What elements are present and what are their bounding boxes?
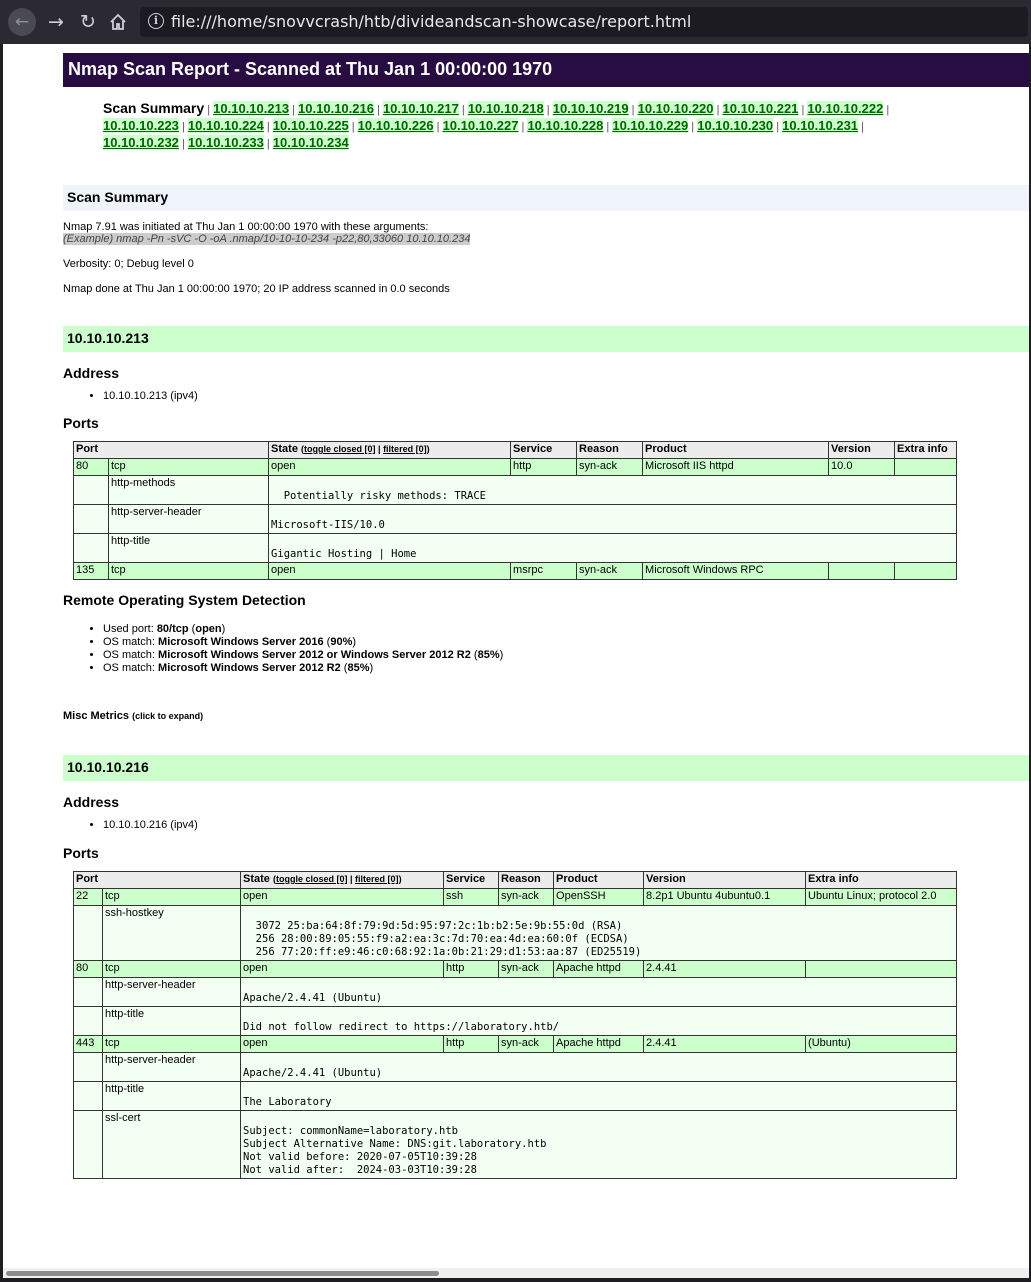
address-heading-2: Address — [63, 794, 120, 810]
script-output — [241, 1007, 957, 1036]
col-state: State (toggle closed [0] | filtered [0]) — [241, 872, 444, 889]
port-extra — [895, 563, 957, 580]
port-service: http — [511, 459, 577, 476]
col-port: Port — [74, 442, 269, 459]
port-version: 8.2p1 Ubuntu 4ubuntu0.1 — [644, 889, 806, 906]
host-quicklink[interactable]: 10.10.10.221 — [722, 101, 799, 116]
quicklink-separator: | — [263, 138, 273, 150]
browser-toolbar — [0, 0, 1031, 44]
script-name: http-methods — [109, 476, 269, 505]
script-name: http-title — [103, 1007, 241, 1036]
port-extra — [895, 459, 957, 476]
col-version: Version — [644, 872, 806, 889]
quicklink-separator: | — [289, 104, 299, 116]
script-output — [269, 534, 957, 563]
quicklink-separator: | — [207, 104, 214, 116]
toggle-closed-link[interactable]: toggle closed [0] — [304, 444, 376, 454]
host-quicklink[interactable]: 10.10.10.219 — [552, 101, 629, 116]
quicklink-separator: | — [603, 121, 613, 133]
port-state: open — [269, 459, 511, 476]
url-bar[interactable] — [140, 7, 1028, 37]
quicklink-separator: | — [263, 121, 273, 133]
script-output — [269, 505, 957, 534]
col-product: Product — [554, 872, 644, 889]
script-output-text: Apache/2.4.41 (Ubuntu) — [243, 1067, 383, 1079]
port-extra — [806, 961, 957, 978]
script-row — [74, 534, 957, 563]
port-proto: tcp — [103, 961, 241, 978]
quicklink-separator: | — [178, 138, 188, 150]
quicklink-separator: | — [348, 121, 358, 133]
port-service: http — [444, 1036, 499, 1053]
host-heading-1: 10.10.10.213 — [63, 326, 1029, 352]
script-spacer — [74, 1111, 103, 1179]
home-icon[interactable] — [104, 8, 132, 36]
port-proto: tcp — [103, 1036, 241, 1053]
script-spacer — [74, 505, 109, 534]
os-list-1 — [63, 623, 1029, 675]
home-icon-svg — [109, 13, 127, 31]
script-name: ssl-cert — [103, 1111, 241, 1179]
filtered-link[interactable]: filtered [0] — [383, 444, 427, 454]
summary-initiated: Nmap 7.91 was initiated at Thu Jan 1 00:00:00 1970 with these arguments: — [63, 221, 429, 233]
script-spacer — [74, 978, 103, 1007]
misc-metrics-label: Misc Metrics — [63, 710, 130, 722]
port-row — [74, 1036, 957, 1053]
port-service: http — [444, 961, 499, 978]
host-quicklink[interactable]: 10.10.10.232 — [103, 135, 179, 150]
script-output-text: 3072 25:ba:64:8f:79:9d:5d:95:97:2c:1b:b2:5e:9b:55:0d (RSA) 256 28:00:89:05:55:f9:a2:ea:3c:7d:70:ea:4d:ea:60:0f (ECDSA) 256 77:20:ff:e9:46:c0:68:92:1a:0b:21:29:d1:53:aa:87 (ED25519) — [255, 920, 642, 958]
info-icon[interactable]: i — [148, 13, 164, 29]
port-version: 10.0 — [829, 459, 895, 476]
port-version: 2.4.41 — [644, 1036, 806, 1053]
host-quicklink[interactable]: 10.10.10.228 — [527, 118, 604, 133]
used-port-prefix: Used port: — [103, 623, 157, 635]
port-reason: syn-ack — [499, 961, 554, 978]
quicklink-separator: | — [628, 104, 638, 116]
script-name: http-title — [109, 534, 269, 563]
url-text: file:///home/snovvcrash/htb/divideandscan-showcase/report.html — [171, 12, 692, 31]
os-match-pct: 85% — [477, 649, 500, 661]
script-output — [241, 1053, 957, 1082]
script-spacer — [74, 906, 103, 961]
ports-heading-2: Ports — [63, 845, 99, 861]
reload-icon[interactable]: ↻ — [80, 11, 96, 33]
port-row — [74, 563, 957, 580]
port-reason: syn-ack — [499, 1036, 554, 1053]
script-row — [74, 476, 957, 505]
host-heading-2: 10.10.10.216 — [63, 755, 1029, 781]
port-service: ssh — [444, 889, 499, 906]
col-extra: Extra info — [806, 872, 957, 889]
host-quicklink[interactable]: 10.10.10.233 — [187, 135, 264, 150]
summary-args: (Example) nmap -Pn -sVC -O -oA .nmap/10-10-10-234 -p22,80,33060 10.10.10.234 — [63, 233, 471, 245]
page-title: Nmap Scan Report - Scanned at Thu Jan 1 00:00:00 1970 — [63, 53, 1029, 87]
scan-summary-heading: Scan Summary — [63, 185, 1029, 211]
misc-metrics-toggle[interactable] — [63, 710, 1029, 722]
port-row — [74, 961, 957, 978]
address-list-1 — [63, 390, 1029, 403]
script-output — [241, 978, 957, 1007]
host-quicklink[interactable]: 10.10.10.217 — [382, 101, 459, 116]
port-version — [829, 563, 895, 580]
script-row — [74, 906, 957, 961]
forward-icon[interactable]: → — [48, 11, 64, 33]
quicklink-separator: | — [883, 104, 890, 116]
port-number: 80 — [74, 961, 103, 978]
host-quicklink[interactable]: 10.10.10.227 — [442, 118, 519, 133]
col-extra: Extra info — [895, 442, 957, 459]
port-number: 135 — [74, 563, 109, 580]
os-match-name: Microsoft Windows Server 2012 or Windows Server 2012 R2 — [158, 649, 471, 661]
os-match-prefix: OS match: — [103, 649, 159, 661]
used-port-state: open — [195, 623, 222, 635]
script-output-text: The Laboratory — [243, 1096, 332, 1108]
port-proto: tcp — [103, 889, 241, 906]
script-row — [74, 978, 957, 1007]
port-state: open — [269, 563, 511, 580]
os-heading-1: Remote Operating System Detection — [63, 592, 306, 608]
port-proto: tcp — [109, 563, 269, 580]
script-row — [74, 1082, 957, 1111]
address-heading-1: Address — [63, 365, 120, 381]
misc-metrics-hint: (click to expand) — [132, 711, 204, 721]
script-output-text: Did not follow redirect to https://laboratory.htb/ — [243, 1021, 560, 1033]
script-output-text: Potentially risky methods: TRACE — [283, 490, 486, 502]
os-match: • OS match: Microsoft Windows Server 2012 R2 (85%) — [103, 662, 1029, 675]
quicklink-separator: | — [798, 104, 808, 116]
quicklink-separator: | — [373, 104, 383, 116]
quicklink-separator: | — [458, 104, 468, 116]
port-state: open — [241, 1036, 444, 1053]
port-number: 80 — [74, 459, 109, 476]
quicklink-separator: | — [433, 121, 443, 133]
host-quicklink[interactable]: 10.10.10.213 — [213, 101, 290, 116]
quicklink-separator: | — [518, 121, 528, 133]
horizontal-scrollbar[interactable] — [3, 1268, 1029, 1278]
summary-verbosity: Verbosity: 0; Debug level 0 — [63, 258, 194, 270]
address-item-2: • 10.10.10.216 (ipv4) — [103, 819, 1029, 832]
host-quicklink[interactable]: 10.10.10.223 — [103, 118, 179, 133]
port-extra: Ubuntu Linux; protocol 2.0 — [806, 889, 957, 906]
port-product: Microsoft IIS httpd — [643, 459, 829, 476]
col-port: Port — [74, 872, 241, 889]
host-quicklink[interactable]: 10.10.10.230 — [697, 118, 774, 133]
os-match-name: Microsoft Windows Server 2012 R2 — [158, 662, 341, 674]
host-quicklink[interactable]: 10.10.10.220 — [637, 101, 714, 116]
script-row — [74, 505, 957, 534]
port-proto: tcp — [109, 459, 269, 476]
scrollbar-thumb[interactable] — [6, 1271, 439, 1276]
port-number: 22 — [74, 889, 103, 906]
port-extra: (Ubuntu) — [806, 1036, 957, 1053]
script-output — [241, 906, 957, 961]
host-quicklink[interactable]: 10.10.10.222 — [807, 101, 884, 116]
port-reason: syn-ack — [577, 459, 643, 476]
os-match-prefix: OS match: — [103, 636, 159, 648]
port-row — [74, 889, 957, 906]
col-state: State (toggle closed [0] | filtered [0]) — [269, 442, 511, 459]
os-match: • OS match: Microsoft Windows Server 2012 or Windows Server 2012 R2 (85%) — [103, 649, 1029, 662]
host-quicklink[interactable]: 10.10.10.234 — [272, 135, 349, 150]
col-reason: Reason — [499, 872, 554, 889]
port-number: 443 — [74, 1036, 103, 1053]
host-quicklink[interactable]: 10.10.10.218 — [467, 101, 544, 116]
col-service: Service — [444, 872, 499, 889]
scan-summary — [63, 221, 1029, 295]
filtered-link[interactable]: filtered [0] — [355, 874, 399, 884]
address-list-2 — [63, 819, 1029, 832]
script-row — [74, 1111, 957, 1179]
ports-header-row — [74, 872, 957, 889]
os-match: • OS match: Microsoft Windows Server 2016 (90%) — [103, 636, 1029, 649]
port-product: Apache httpd — [554, 961, 644, 978]
port-product: Apache httpd — [554, 1036, 644, 1053]
script-row — [74, 1053, 957, 1082]
port-service: msrpc — [511, 563, 577, 580]
quicklinks-summary-label[interactable]: Scan Summary — [103, 100, 205, 116]
script-name: http-server-header — [103, 1053, 241, 1082]
col-product: Product — [643, 442, 829, 459]
host-quicklink[interactable]: 10.10.10.226 — [357, 118, 434, 133]
toggle-closed-link[interactable]: toggle closed [0] — [276, 874, 348, 884]
host-quicklink[interactable]: 10.10.10.229 — [612, 118, 689, 133]
host-quicklink[interactable]: 10.10.10.225 — [272, 118, 349, 133]
window-frame-bottom — [0, 1278, 1031, 1282]
port-state: open — [241, 961, 444, 978]
quicklink-separator: | — [858, 121, 864, 133]
ports-heading-1: Ports — [63, 415, 99, 431]
col-version: Version — [829, 442, 895, 459]
ports-header-row — [74, 442, 957, 459]
port-product: OpenSSH — [554, 889, 644, 906]
address-item-1: • 10.10.10.213 (ipv4) — [103, 390, 1029, 403]
script-row — [74, 1007, 957, 1036]
script-name: http-title — [103, 1082, 241, 1111]
used-port-value: 80/tcp — [156, 623, 189, 635]
script-spacer — [74, 476, 109, 505]
host-quicklink[interactable]: 10.10.10.216 — [298, 101, 374, 116]
port-reason: syn-ack — [577, 563, 643, 580]
os-match-prefix: OS match: — [103, 662, 159, 674]
script-output-text: Apache/2.4.41 (Ubuntu) — [243, 992, 383, 1004]
summary-done: Nmap done at Thu Jan 1 00:00:00 1970; 20 IP address scanned in 0.0 seconds — [63, 283, 450, 295]
script-output-text: Gigantic Hosting | Home — [271, 548, 417, 560]
os-match-name: Microsoft Windows Server 2016 — [158, 636, 324, 648]
ports-table-1 — [73, 441, 957, 580]
quicklink-separator: | — [543, 104, 553, 116]
port-product: Microsoft Windows RPC — [643, 563, 829, 580]
page-viewport — [3, 44, 1029, 1268]
script-name: ssh-hostkey — [103, 906, 241, 961]
script-name: http-server-header — [109, 505, 269, 534]
back-icon[interactable]: ← — [8, 8, 36, 36]
os-match-pct: 90% — [330, 636, 353, 648]
script-spacer — [74, 534, 109, 563]
col-state-label: State — [271, 443, 298, 455]
col-service: Service — [511, 442, 577, 459]
quicklink-separator: | — [688, 121, 698, 133]
script-spacer — [74, 1082, 103, 1111]
ports-table-2 — [73, 871, 957, 1179]
quicklink-separator: | — [773, 121, 783, 133]
col-reason: Reason — [577, 442, 643, 459]
host-quicklink[interactable]: 10.10.10.231 — [782, 118, 859, 133]
host-quicklink[interactable]: 10.10.10.224 — [187, 118, 264, 133]
script-name: http-server-header — [103, 978, 241, 1007]
script-spacer — [74, 1053, 103, 1082]
port-row — [74, 459, 957, 476]
script-output-text: Subject: commonName=laboratory.htb Subject Alternative Name: DNS:git.laboratory.htb Not valid before: 2020-07-05T10:39:28 Not valid after: 2024-03-03T10:39:28 — [243, 1125, 547, 1176]
script-output — [241, 1111, 957, 1179]
report-content — [63, 53, 1029, 1179]
port-reason: syn-ack — [499, 889, 554, 906]
script-output — [241, 1082, 957, 1111]
host-quicklinks — [103, 100, 923, 152]
port-state: open — [241, 889, 444, 906]
script-output — [269, 476, 957, 505]
quicklink-separator: | — [713, 104, 723, 116]
script-spacer — [74, 1007, 103, 1036]
script-output-text: Microsoft-IIS/10.0 — [271, 519, 385, 531]
os-match-pct: 85% — [347, 662, 370, 674]
port-version: 2.4.41 — [644, 961, 806, 978]
col-state-label: State — [243, 873, 270, 885]
os-used-port: • Used port: 80/tcp (open) — [103, 623, 1029, 636]
quicklink-separator: | — [178, 121, 188, 133]
